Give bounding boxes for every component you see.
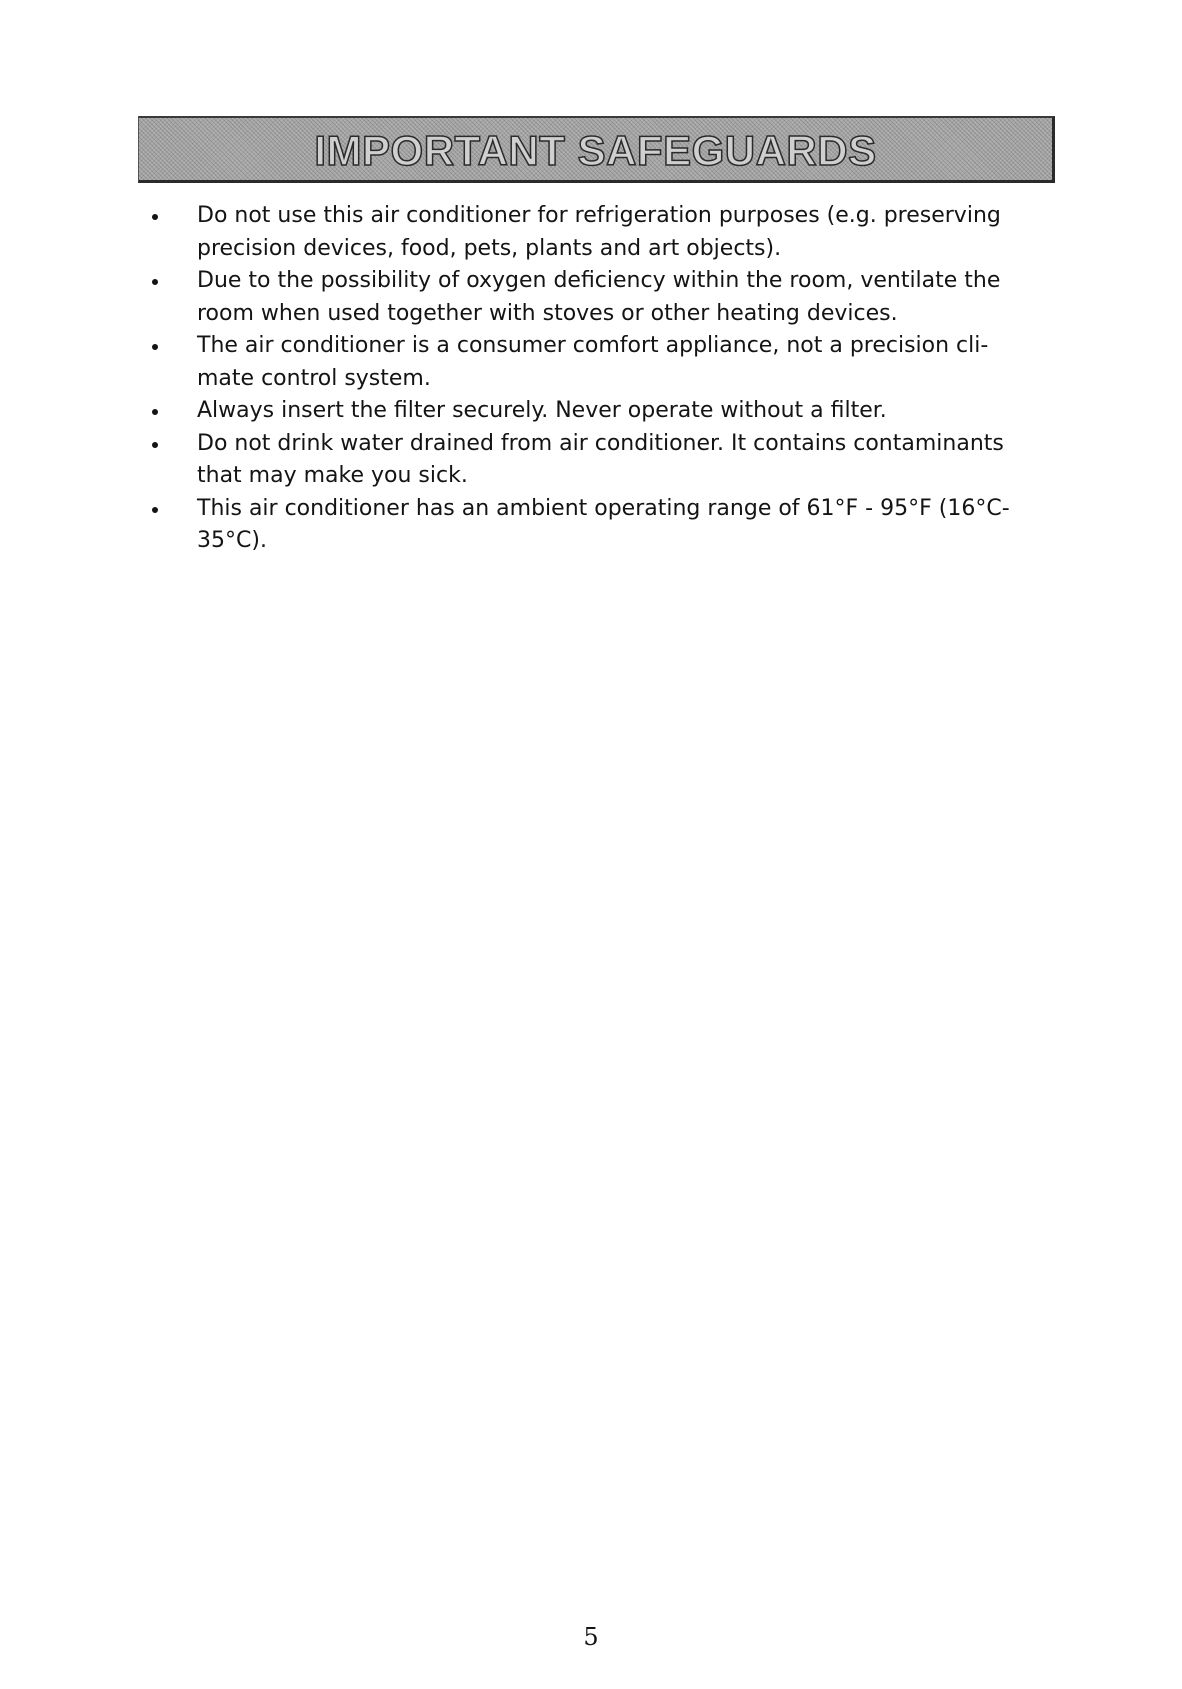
item-text-line: mate control system. [197, 365, 431, 391]
bullet-icon [152, 507, 158, 513]
item-text-line: Do not use this air conditioner for refrigeration purposes (e.g. preserving [197, 203, 1001, 228]
bullet-icon [152, 279, 158, 285]
list-item [148, 200, 1058, 265]
bullet-icon [152, 344, 158, 350]
item-text-line: The air conditioner is a consumer comfort appliance, not a precision cli- [197, 333, 989, 358]
section-banner [138, 116, 1055, 183]
item-text-line: Always insert the filter securely. Never operate without a filter. [197, 398, 887, 423]
section-title: IMPORTANT SAFEGUARDS [314, 127, 877, 174]
page-number: 5 [583, 1623, 599, 1651]
item-text-line: This air conditioner has an ambient operating range of 61°F - 95°F (16°C- [197, 495, 1010, 521]
item-text-line: precision devices, food, pets, plants and art objects). [197, 235, 782, 261]
item-text-line: 35°C). [197, 528, 267, 553]
item-text-line: room when used together with stoves or other heating devices. [197, 300, 898, 326]
item-text-line: that may make you sick. [197, 463, 468, 488]
list-item [148, 428, 1058, 493]
bullet-icon [152, 442, 158, 448]
item-text-line: Do not drink water drained from air conditioner. It contains contaminants [197, 430, 1004, 456]
list-item [148, 395, 1058, 428]
list-item [148, 330, 1058, 395]
safeguards-list [148, 200, 1058, 558]
list-item [148, 265, 1058, 330]
bullet-icon [152, 409, 158, 415]
item-text-line: Due to the possibility of oxygen deficiency within the room, ventilate the [197, 268, 1001, 293]
bullet-icon [152, 214, 158, 220]
list-item [148, 493, 1058, 558]
